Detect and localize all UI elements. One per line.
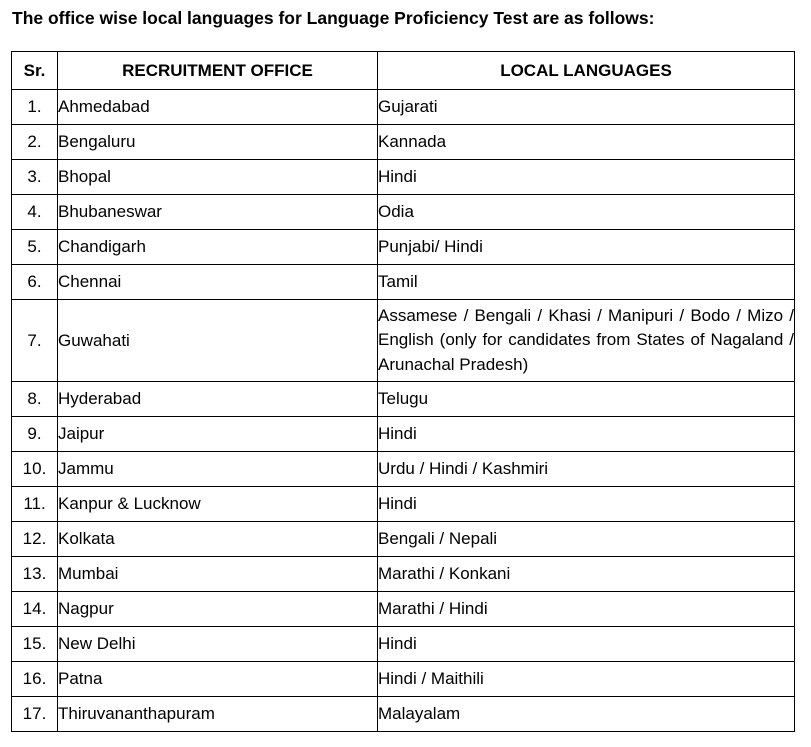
table-row [12, 160, 795, 195]
table-row [12, 557, 795, 592]
row-office: Kolkata [58, 522, 378, 557]
row-office: New Delhi [58, 627, 378, 662]
row-languages: Tamil [378, 265, 795, 300]
table-header [12, 52, 795, 90]
header-row [12, 52, 795, 90]
row-languages: Marathi / Hindi [378, 592, 795, 627]
table-row [12, 125, 795, 160]
row-serial: 13. [12, 557, 58, 592]
row-serial: 15. [12, 627, 58, 662]
table-row [12, 230, 795, 265]
table-row [12, 452, 795, 487]
table-body [12, 90, 795, 732]
row-office: Bhubaneswar [58, 195, 378, 230]
row-office: Jaipur [58, 417, 378, 452]
row-serial: 5. [12, 230, 58, 265]
table-row [12, 265, 795, 300]
row-languages: Hindi [378, 627, 795, 662]
row-serial: 4. [12, 195, 58, 230]
row-languages: Hindi / Maithili [378, 662, 795, 697]
header-recruitment-office: RECRUITMENT OFFICE [58, 52, 378, 90]
document-heading: The office wise local languages for Language Proficiency Test are as follows: [12, 8, 655, 28]
row-office: Hyderabad [58, 382, 378, 417]
row-office: Nagpur [58, 592, 378, 627]
row-languages: Bengali / Nepali [378, 522, 795, 557]
row-languages: Odia [378, 195, 795, 230]
row-languages: Urdu / Hindi / Kashmiri [378, 452, 795, 487]
row-office: Patna [58, 662, 378, 697]
row-languages: Punjabi/ Hindi [378, 230, 795, 265]
row-serial: 14. [12, 592, 58, 627]
row-office: Bhopal [58, 160, 378, 195]
table-row [12, 382, 795, 417]
row-languages: Telugu [378, 382, 795, 417]
row-office: Kanpur & Lucknow [58, 487, 378, 522]
row-office: Jammu [58, 452, 378, 487]
row-office: Thiruvananthapuram [58, 697, 378, 732]
row-serial: 8. [12, 382, 58, 417]
row-languages: Hindi [378, 487, 795, 522]
table-row [12, 662, 795, 697]
row-serial: 2. [12, 125, 58, 160]
table-row [12, 300, 795, 382]
header-sr: Sr. [12, 52, 58, 90]
row-office: Chennai [58, 265, 378, 300]
table-row [12, 697, 795, 732]
row-serial: 7. [12, 300, 58, 382]
row-office: Bengaluru [58, 125, 378, 160]
row-serial: 10. [12, 452, 58, 487]
row-serial: 16. [12, 662, 58, 697]
row-languages: Gujarati [378, 90, 795, 125]
table-row [12, 522, 795, 557]
row-serial: 12. [12, 522, 58, 557]
row-languages: Assamese / Bengali / Khasi / Manipuri / Bodo / Mizo / English (only for candidates from States of Nagaland / Arunachal Pradesh) [378, 300, 795, 382]
table-row [12, 487, 795, 522]
row-serial: 1. [12, 90, 58, 125]
table-row [12, 627, 795, 662]
table-row [12, 90, 795, 125]
row-office: Mumbai [58, 557, 378, 592]
table-row [12, 417, 795, 452]
row-serial: 9. [12, 417, 58, 452]
row-languages: Hindi [378, 160, 795, 195]
row-serial: 17. [12, 697, 58, 732]
table-row [12, 195, 795, 230]
row-languages: Hindi [378, 417, 795, 452]
row-office: Ahmedabad [58, 90, 378, 125]
row-serial: 11. [12, 487, 58, 522]
header-local-languages: LOCAL LANGUAGES [378, 52, 795, 90]
row-languages: Kannada [378, 125, 795, 160]
row-languages: Marathi / Konkani [378, 557, 795, 592]
table-row [12, 592, 795, 627]
row-serial: 6. [12, 265, 58, 300]
row-office: Guwahati [58, 300, 378, 382]
row-serial: 3. [12, 160, 58, 195]
row-languages: Malayalam [378, 697, 795, 732]
language-table [11, 51, 795, 732]
row-office: Chandigarh [58, 230, 378, 265]
